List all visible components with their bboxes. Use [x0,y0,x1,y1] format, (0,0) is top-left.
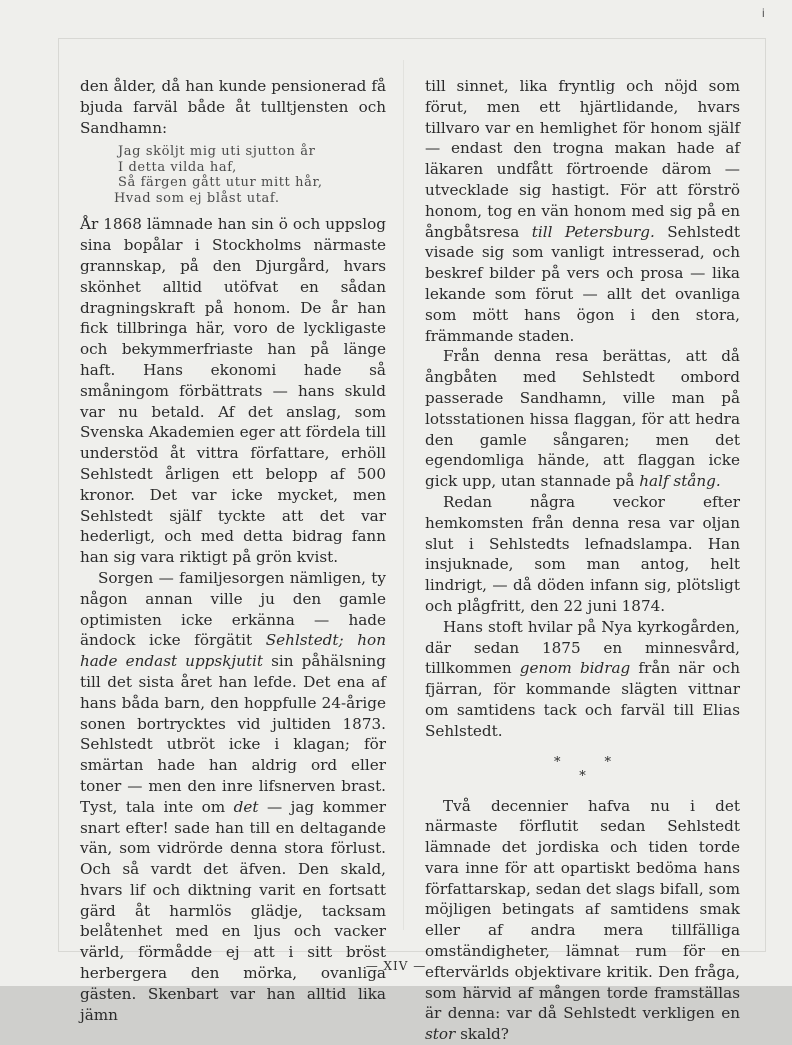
poem-line: Jag sköljt mig uti sjutton år [80,144,386,160]
column-gutter [403,60,404,930]
text-run: Två decennier hafva nu i det närmaste förflutit sedan Sehlstedt lämnade det jordiska och tiden torde vara inne för att opartiskt bedöma hans författarskap, sedan det slags bifall, som möjligen betingats af samtidens smak eller af andra mera tillfälliga omständigheter, lämnat rum för en eftervärlds objektivare kritik. Den fråga, som härvid af mången torde framställas är denna: var då Sehlstedt verkligen en [425,797,740,1023]
text-run: från när och fjärran, för kommande slägten vittnar om samtidens tack och farväl till Elias Sehlstedt. [425,659,740,739]
page-number: — XIV — [0,959,792,973]
poem-stanza [80,144,386,206]
section-break-asterism [425,756,740,784]
paragraph: den ålder, då han kunde pensionerad få bjuda farväl både åt tulltjensten och Sandhamn: [80,76,386,138]
text-run: till sinnet, lika fryntlig och nöjd som förut, men ett hjärtlidande, hvars tillvaro var en hemlighet för honom själf — endast den trogna makan hade af läkaren undfått förtroende därom — utvecklade sig hastigt. För att förströ honom, tog en vän honom med sig på en ångbåtsresa [425,77,740,241]
text-run: Från denna resa berättas, att då ångbåten med Sehlstedt ombord passerade Sandhamn, ville man på lotsstationen hissa flaggan, för att hedra den gamle sångaren; men det egendomliga hände, att flaggan icke gick upp, utan stannade på [425,347,740,490]
poem-line: Så färgen gått utur mitt hår, [80,175,386,191]
paragraph [80,568,386,1026]
paragraph [425,796,740,1045]
italic-run: half stång. [639,472,720,490]
poem-line: Hvad som ej blåst utaf. [80,191,386,207]
italic-run: Sehlstedt; hon hade endast uppskjutit [80,631,386,670]
right-column [425,76,740,1045]
italic-run: till Petersburg. [532,223,655,241]
text-run: Hans stoft hvilar på Nya kyrkogården, där sedan 1875 en minnesvård, tillkommen [425,618,740,678]
text-run: Sorgen — familjesorgen nämligen, ty någon annan ville ju den gamle optimisten icke erkänna — hade ändock icke förgätit [80,569,386,649]
paragraph [425,617,740,742]
paragraph [425,346,740,492]
italic-run: det [234,798,259,816]
asterisk: * [554,756,561,770]
text-run: skald? [455,1025,509,1043]
corner-mark: i [762,6,765,20]
italic-run: genom bidrag [520,659,631,677]
poem-line: I detta vilda haf, [80,160,386,176]
asterisk: * [605,756,612,770]
paragraph [425,76,740,346]
text-run: sin påhälsning till det sista året han lefde. Det ena af hans båda barn, den hoppfulle 24-årige sonen bortrycktes vid jultiden 1873. Sehlstedt utbröt icke i klagan; för smärtan hade han aldrig ord eller toner — men den inre lifsnerven brast. Tyst, tala inte om [80,652,386,816]
paragraph: År 1868 lämnade han sin ö och uppslog sina bopålar i Stockholms närmaste grannskap, på den Djurgård, hvars skönhet alltid utöfvat en sådan dragningskraft på honom. De år han fick tillbringa här, voro de lyckligaste och bekymmerfriaste han på länge haft. Hans ekonomi hade så småningom förbättrats — hans skuld var nu betald. Af det anslag, som Svenska Akademien eger att fördela till understöd åt vittra författare, erhöll Sehlstedt årligen ett belopp af 500 kronor. Det var icke mycket, men Sehlstedt själf tyckte att det var hederligt, och med detta bidrag fann han sig vara riktigt på grön kvist. [80,214,386,568]
italic-run: stor [425,1025,455,1043]
paragraph: Redan några veckor efter hemkomsten från denna resa var oljan slut i Sehlstedts lefnadslampa. Han insjuknade, som man antog, helt lindrigt, — då döden infann sig, plötsligt och plågfritt, den 22 juni 1874. [425,492,740,617]
asterisk: * [579,769,586,784]
left-column [80,76,386,1025]
text-run: Sehlstedt visade sig som vanligt intresserad, och beskref bilder på vers och prosa — lika lekande som förut — allt det ovanliga som mött hans ögon i den stora, främmande staden. [425,223,740,345]
text-run: — jag kommer snart efter! sade han till en deltagande vän, som vidrörde denna stora förlust. Och så vardt det äfven. Den skald, hvars lif och diktning varit en fortsatt gärd åt harmlös glädje, tacksam belåtenhet med en ljus och vacker värld, förmådde ej att i sitt bröst herbergera den mörka, ovanliga gästen. Skenbart var han alltid lika jämn [80,798,386,1024]
